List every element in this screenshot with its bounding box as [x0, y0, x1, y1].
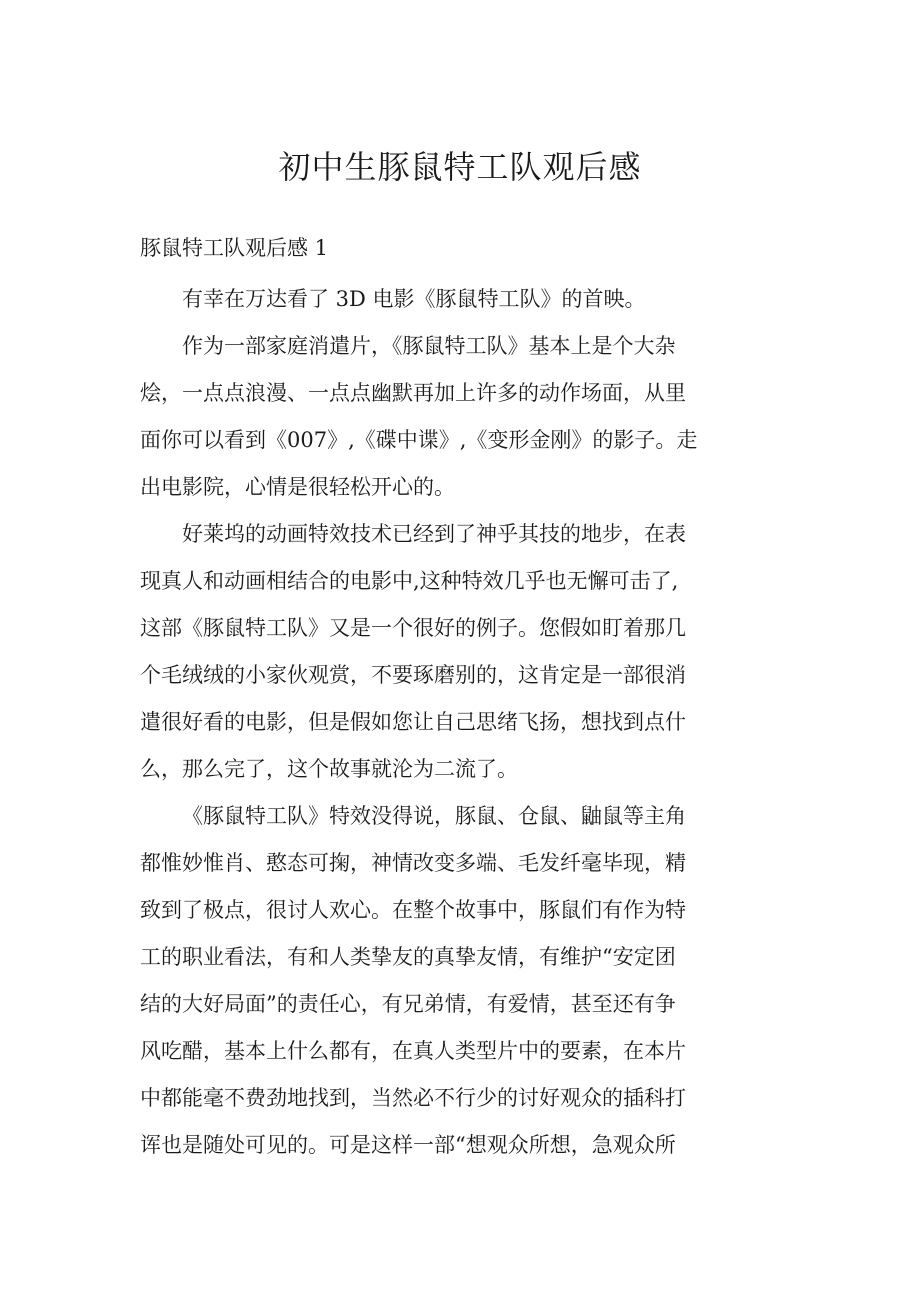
paragraph: 《豚鼠特工队》特效没得说，豚鼠、仓鼠、鼬鼠等主角 都惟妙惟肖、憨态可掬，神情改变多端、毛发纤毫毕现，精 致到了极点，很讨人欢心。在整个故事中，豚鼠们有作为特 工的职业看法，有和人类挚友的真挚友情，有维护“安定团 结的大好局面”的责任心，有兄弟情，有爱情，甚至还有争 风吃醋，基本上什么都有，在真人类型片中的要素，在本片 中都能毫不费劲地找到，当然必不行少的讨好观众的插科打 诨也是随处可见的。可是这样一部“想观众所想，急观众所 — [140, 804, 686, 1157]
paragraph: 有幸在万达看了 3D 电影《豚鼠特工队》的首映。 — [182, 287, 646, 311]
section-heading: 豚鼠特工队观后感 1 — [140, 236, 329, 260]
paragraph: 作为一部家庭消遣片，《豚鼠特工队》基本上是个大杂 烩，一点点浪漫、一点点幽默再加上许多的动作场面，从里 面你可以看到《007》,《碟中谍》,《变形金刚》的影子。走 出电影院，心情是很轻松开心的。 — [140, 334, 698, 499]
paragraph: 好莱坞的动画特效技术已经到了神乎其技的地步，在表 现真人和动画相结合的电影中,这种特效几乎也无懈可击了, 这部《豚鼠特工队》又是一个很好的例子。您假如盯着那几 个毛绒绒的小家伙观赏，不要琢磨别的，这肯定是一部很消 遣很好看的电影，但是假如您让自己思绪飞扬，想找到点什 么，那么完了，这个故事就沦为二流了。 — [140, 522, 686, 781]
document-body — [140, 228, 780, 1169]
document-title: 初中生豚鼠特工队观后感 — [278, 148, 642, 186]
